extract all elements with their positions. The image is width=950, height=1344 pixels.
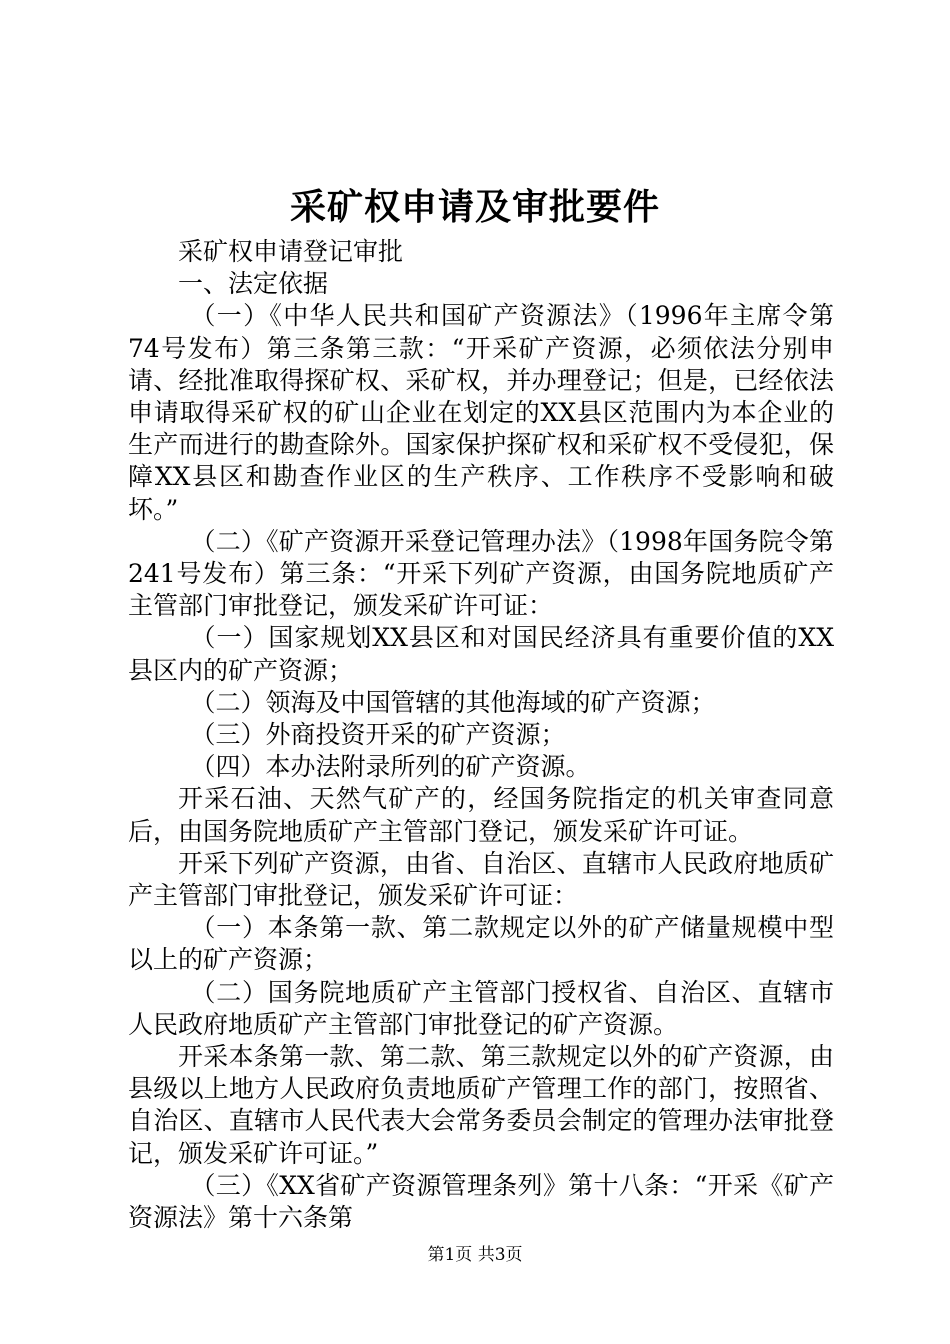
paragraph-provincial-regulation: （三）《XX省矿产资源管理条列》第十八条：“开采《矿产资源法》第十六条第 (128, 1170, 834, 1233)
paragraph-provincial-approval: 开采下列矿产资源，由省、自治区、直辖市人民政府地质矿产主管部门审批登记，颁发采矿许可证： (128, 848, 834, 911)
list-item: （一）国家规划XX县区和对国民经济具有重要价值的XX县区内的矿产资源； (128, 623, 834, 685)
list-item: （二）领海及中国管辖的其他海域的矿产资源； (190, 687, 716, 717)
document-title: 采矿权申请及审批要件 (289, 186, 660, 228)
list-item: （二）国务院地质矿产主管部门授权省、自治区、直辖市人民政府地质矿产主管部门审批登记的矿产资源。 (128, 977, 834, 1039)
section-heading: 采矿权申请登记审批 (178, 237, 404, 266)
paragraph-registration-measures: （二）《矿产资源开采登记管理办法》（1998年国务院令第241号发布）第三条：“开采下列矿产资源，由国务院地质矿产主管部门审批登记，颁发采矿许可证： (128, 526, 834, 621)
paragraph-oil-gas: 开采石油、天然气矿产的，经国务院指定的机关审查同意后，由国务院地质矿产主管部门登记，颁发采矿许可证。 (128, 784, 834, 846)
section-subheading: 一、法定依据 (178, 269, 329, 299)
paragraph-county-approval: 开采本条第一款、第二款、第三款规定以外的矿产资源，由县级以上地方人民政府负责地质矿产管理工作的部门，按照省、自治区、直辖市人民代表大会常务委员会制定的管理办法审批登记，颁发采矿许可证。” (128, 1042, 834, 1168)
list-item: （一）本条第一款、第二款规定以外的矿产储量规模中型以上的矿产资源； (128, 913, 834, 975)
list-item: （四）本办法附录所列的矿产资源。 (190, 752, 591, 782)
page-number: 第1页 共3页 (427, 1245, 523, 1265)
list-item: （三）外商投资开采的矿产资源； (190, 720, 566, 750)
paragraph-mineral-resources-law: （一）《中华人民共和国矿产资源法》（1996年主席令第74号发布）第三条第三款：“开采矿产资源，必须依法分别申请、经批准取得探矿权、采矿权，并办理登记；但是，已经依法申请取得采矿权的矿山企业在划定的XX县区范围内为本企业的生产而进行的勘查除外。国家保护探矿权和采矿权不受侵犯，保障XX县区和勘查作业区的生产秩序、工作秩序不受影响和破坏。” (128, 301, 834, 524)
document-body (128, 236, 834, 1234)
